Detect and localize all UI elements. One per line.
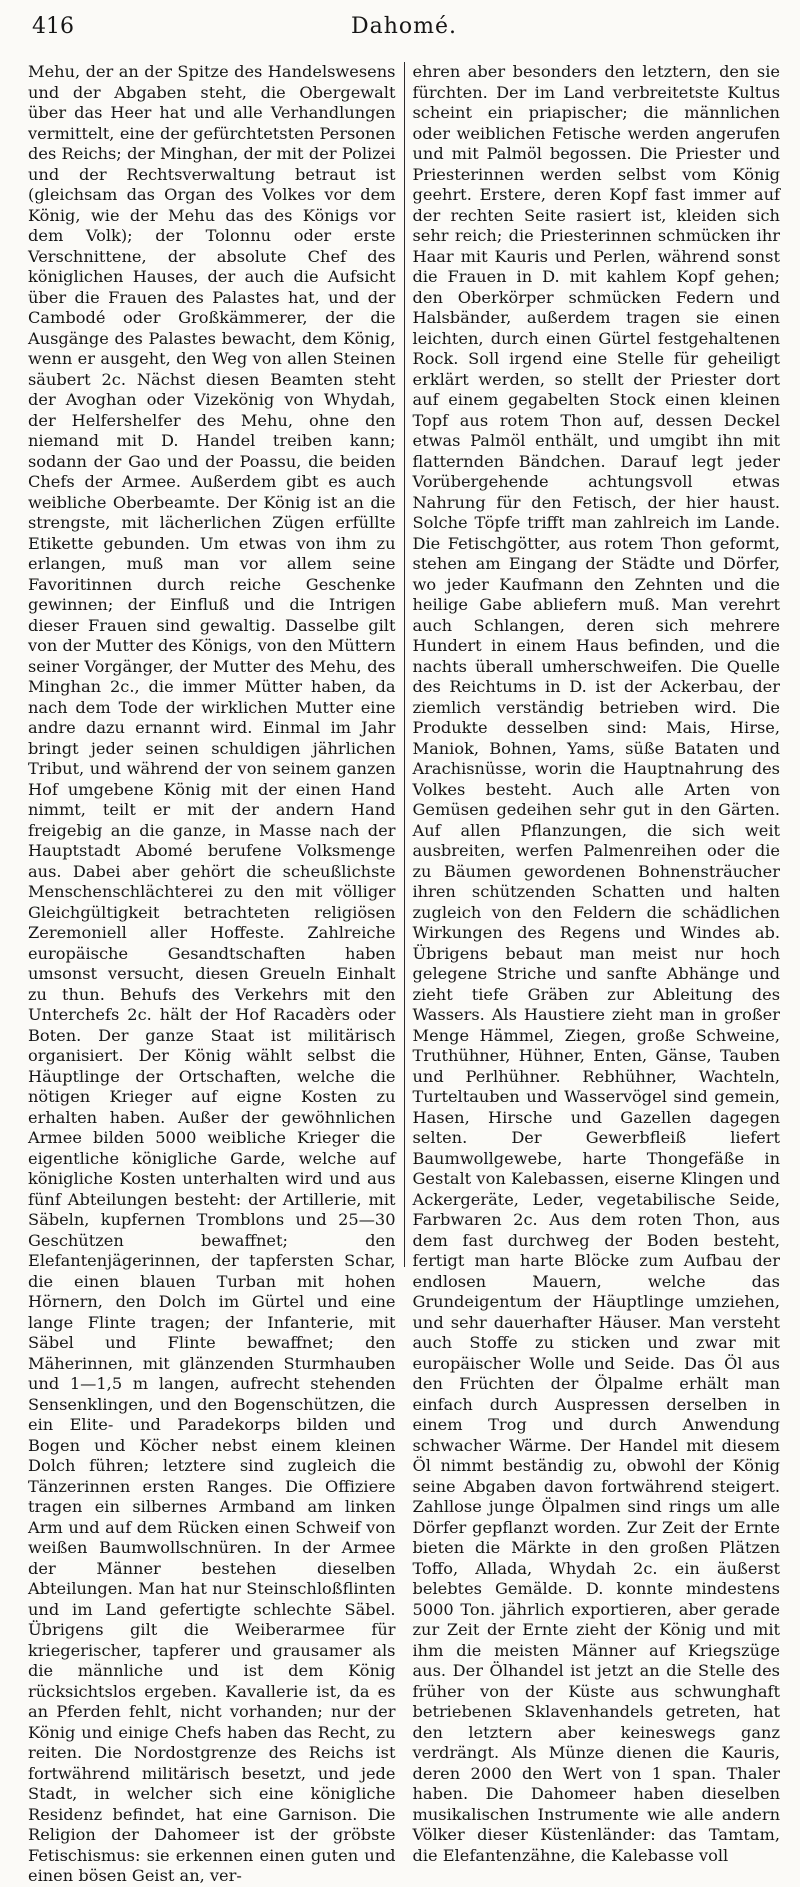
text-columns (28, 62, 780, 1885)
running-title: Dahomé. (350, 14, 458, 39)
left-column (28, 62, 404, 1885)
left-column-text: Mehu, der an der Spitze des Handelswesens und der Abgaben steht, die Obergewalt über das Heer hat und alle Verhandlungen vermittelt, eine der gefürchtetsten Personen des Reichs; der Minghan, der mit der Polizei und der Rechtsverwaltung betraut ist (gleichsam das Organ des Volkes vor dem König, wie der Mehu das des Königs vor dem Volk); der Tolonnu oder erste Verschnittene, der absolute Chef des königlichen Hauses, der auch die Aufsicht über die Frauen des Palastes hat, und der Cambodé oder Großkämmerer, der die Ausgänge des Palastes bewacht, dem König, wenn er ausgeht, den Weg von allen Steinen säubert 2c. Nächst diesen Beamten steht der Avoghan oder Vizekönig von Whydah, der Helfershelfer des Mehu, ohne den niemand mit D. Handel treiben kann; sodann der Gao und der Poassu, die beiden Chefs der Armee. Außerdem gibt es auch weibliche Oberbeamte. Der König ist an die strengste, mit lächerlichen Zügen erfüllte Etikette gebunden. Um etwas von ihm zu erlangen, muß man vor allem seine Favoritinnen durch reiche Geschenke gewinnen; der Einfluß und die Intrigen dieser Frauen sind gewaltig. Dasselbe gilt von der Mutter des Königs, von den Müttern seiner Vorgänger, der Mutter des Mehu, des Minghan 2c., die immer Mütter haben, da nach dem Tode der wirklichen Mutter eine andre dazu ernannt wird. Einmal im Jahr bringt jeder seinen schuldigen jährlichen Tribut, und während der von seinem ganzen Hof umgebene König mit der einen Hand nimmt, teilt er mit der andern Hand freigebig an die ganze, in Masse nach der Hauptstadt Abomé berufene Volksmenge aus. Dabei aber gehört die scheußlichste Menschenschlächterei zu den mit völliger Gleichgültigkeit betrachteten religiösen Zeremoniell aller Hoffeste. Zahlreiche europäische Gesandtschaften haben umsonst versucht, diesen Greueln Einhalt zu thun. Behufs des Verkehrs mit den Unterchefs 2c. hält der Hof Racadèrs oder Boten. Der ganze Staat ist militärisch organisiert. Der König wählt selbst die Häuptlinge der Ortschaften, welche die nötigen Krieger auf eigne Kosten zu erhalten haben. Außer der gewöhnlichen Armee bilden 5000 weibliche Krieger die eigentliche königliche Garde, welche auf königliche Kosten unterhalten wird und aus fünf Abteilungen besteht: der Artillerie, mit Säbeln, kupfernen Tromblons und 25—30 Geschützen bewaffnet; den Elefantenjägerinnen, der tapfersten Schar, die einen blauen Turban mit hohen Hörnern, den Dolch im Gürtel und eine lange Flinte tragen; der Infanterie, mit Säbel und Flinte bewaffnet; den Mäherinnen, mit glänzenden Sturmhauben und 1—1,5 m langen, aufrecht stehenden Sensenklingen, und den Bogenschützen, die ein Elite- und Paradekorps bilden und Bogen und Köcher nebst einem kleinen Dolch führen; letztere sind zugleich die Tänzerinnen ersten Ranges. Die Offiziere tragen ein silbernes Armband am linken Arm und auf dem Rücken einen Schweif von weißen Baumwollschnüren. In der Armee der Männer bestehen dieselben Abteilungen. Man hat nur Steinschloßflinten und im Land gefertigte schlechte Säbel. Übrigens gilt die Weiberarmee für kriegerischer, tapferer und grausamer als die männliche und ist dem König rücksichtslos ergeben. Kavallerie ist, da es an Pferden fehlt, nicht vorhanden; nur der König und einige Chefs haben das Recht, zu reiten. Die Nordostgrenze des Reichs ist fortwährend militärisch besetzt, und jede Stadt, in welcher sich eine königliche Residenz befindet, hat eine Garnison. Die Religion der Dahomeer ist der gröbste Fetischismus: sie erkennen einen guten und einen bösen Geist an, ver- (28, 62, 396, 1885)
page-number: 416 (32, 14, 74, 39)
right-column (405, 62, 781, 1865)
right-column-text: ehren aber besonders den letztern, den sie fürchten. Der im Land verbreitetste Kultus scheint ein priapischer; die männlichen oder weiblichen Fetische werden angerufen und mit Palmöl begossen. Die Priester und Priesterinnen werden selbst vom König geehrt. Erstere, deren Kopf fast immer auf der rechten Seite rasiert ist, kleiden sich sehr reich; die Priesterinnen schmücken ihr Haar mit Kauris und Perlen, während sonst die Frauen in D. mit kahlem Kopf gehen; den Oberkörper schmücken Federn und Halsbänder, außerdem tragen sie einen leichten, durch einen Gürtel festgehaltenen Rock. Soll irgend eine Stelle für geheiligt erklärt werden, so stellt der Priester dort auf einem gegabelten Stock einen kleinen Topf aus rotem Thon auf, dessen Deckel etwas Palmöl enthält, und umgibt ihn mit flatternden Bändchen. Darauf legt jeder Vorübergehende achtungsvoll etwas Nahrung für den Fetisch, der hier haust. Solche Töpfe trifft man zahlreich im Lande. Die Fetischgötter, aus rotem Thon geformt, stehen am Eingang der Städte und Dörfer, wo jeder Kaufmann den Zehnten und die heilige Gabe abliefern muß. Man verehrt auch Schlangen, deren sich mehrere Hundert in einem Haus befinden, und die nachts überall umherschweifen. Die Quelle des Reichtums in D. ist der Ackerbau, der ziemlich verständig betrieben wird. Die Produkte desselben sind: Mais, Hirse, Maniok, Bohnen, Yams, süße Bataten und Arachisnüsse, worin die Hauptnahrung des Volkes besteht. Auch alle Arten von Gemüsen gedeihen sehr gut in den Gärten. Auf allen Pflanzungen, die sich weit ausbreiten, werfen Palmenreihen oder die zu Bäumen gewordenen Bohnensträucher ihren schützenden Schatten und halten zugleich von den Feldern die schädlichen Wirkungen des Regens und Windes ab. Übrigens bebaut man meist nur hoch gelegene Striche und sanfte Abhänge und zieht tiefe Gräben zur Ableitung des Wassers. Als Haustiere zieht man in großer Menge Hämmel, Ziegen, große Schweine, Truthühner, Hühner, Enten, Gänse, Tauben und Perlhühner. Rebhühner, Wachteln, Turteltauben und Wasservögel sind gemein, Hasen, Hirsche und Gazellen dagegen selten. Der Gewerbfleiß liefert Baumwollgewebe, harte Thongefäße in Gestalt von Kalebassen, eiserne Klingen und Ackergeräte, Leder, vegetabilische Seide, Farbwaren 2c. Aus dem roten Thon, aus dem fast durchweg der Boden besteht, fertigt man harte Blöcke zum Aufbau der endlosen Mauern, welche das Grundeigentum der Häuptlinge umziehen, und sehr dauerhafter Häuser. Man versteht auch Stoffe zu sticken und zwar mit europäischer Wolle und Seide. Das Öl aus den Früchten der Ölpalme erhält man einfach durch Auspressen derselben in einem Trog und durch Anwendung schwacher Wärme. Der Handel mit diesem Öl nimmt beständig zu, obwohl der König seine Abgaben davon fortwährend steigert. Zahllose junge Ölpalmen sind rings um alle Dörfer gepflanzt worden. Zur Zeit der Ernte bieten die Märkte in den großen Plätzen Toffo, Allada, Whydah 2c. ein äußerst belebtes Gemälde. D. konnte mindestens 5000 Ton. jährlich exportieren, aber gerade zur Zeit der Ernte zieht der König und mit ihm die meisten Männer auf Kriegszüge aus. Der Ölhandel ist jetzt an die Stelle des früher von der Küste aus schwunghaft betriebenen Sklavenhandels getreten, hat den letztern aber keineswegs ganz verdrängt. Als Münze dienen die Kauris, deren 2000 den Wert von 1 span. Thaler haben. Die Dahomeer haben dieselben musikalischen Instrumente wie alle andern Völker dieser Küstenländer: das Tamtam, die Elefantenzähne, die Kalebasse voll (412, 62, 780, 1865)
page-header (28, 10, 780, 50)
